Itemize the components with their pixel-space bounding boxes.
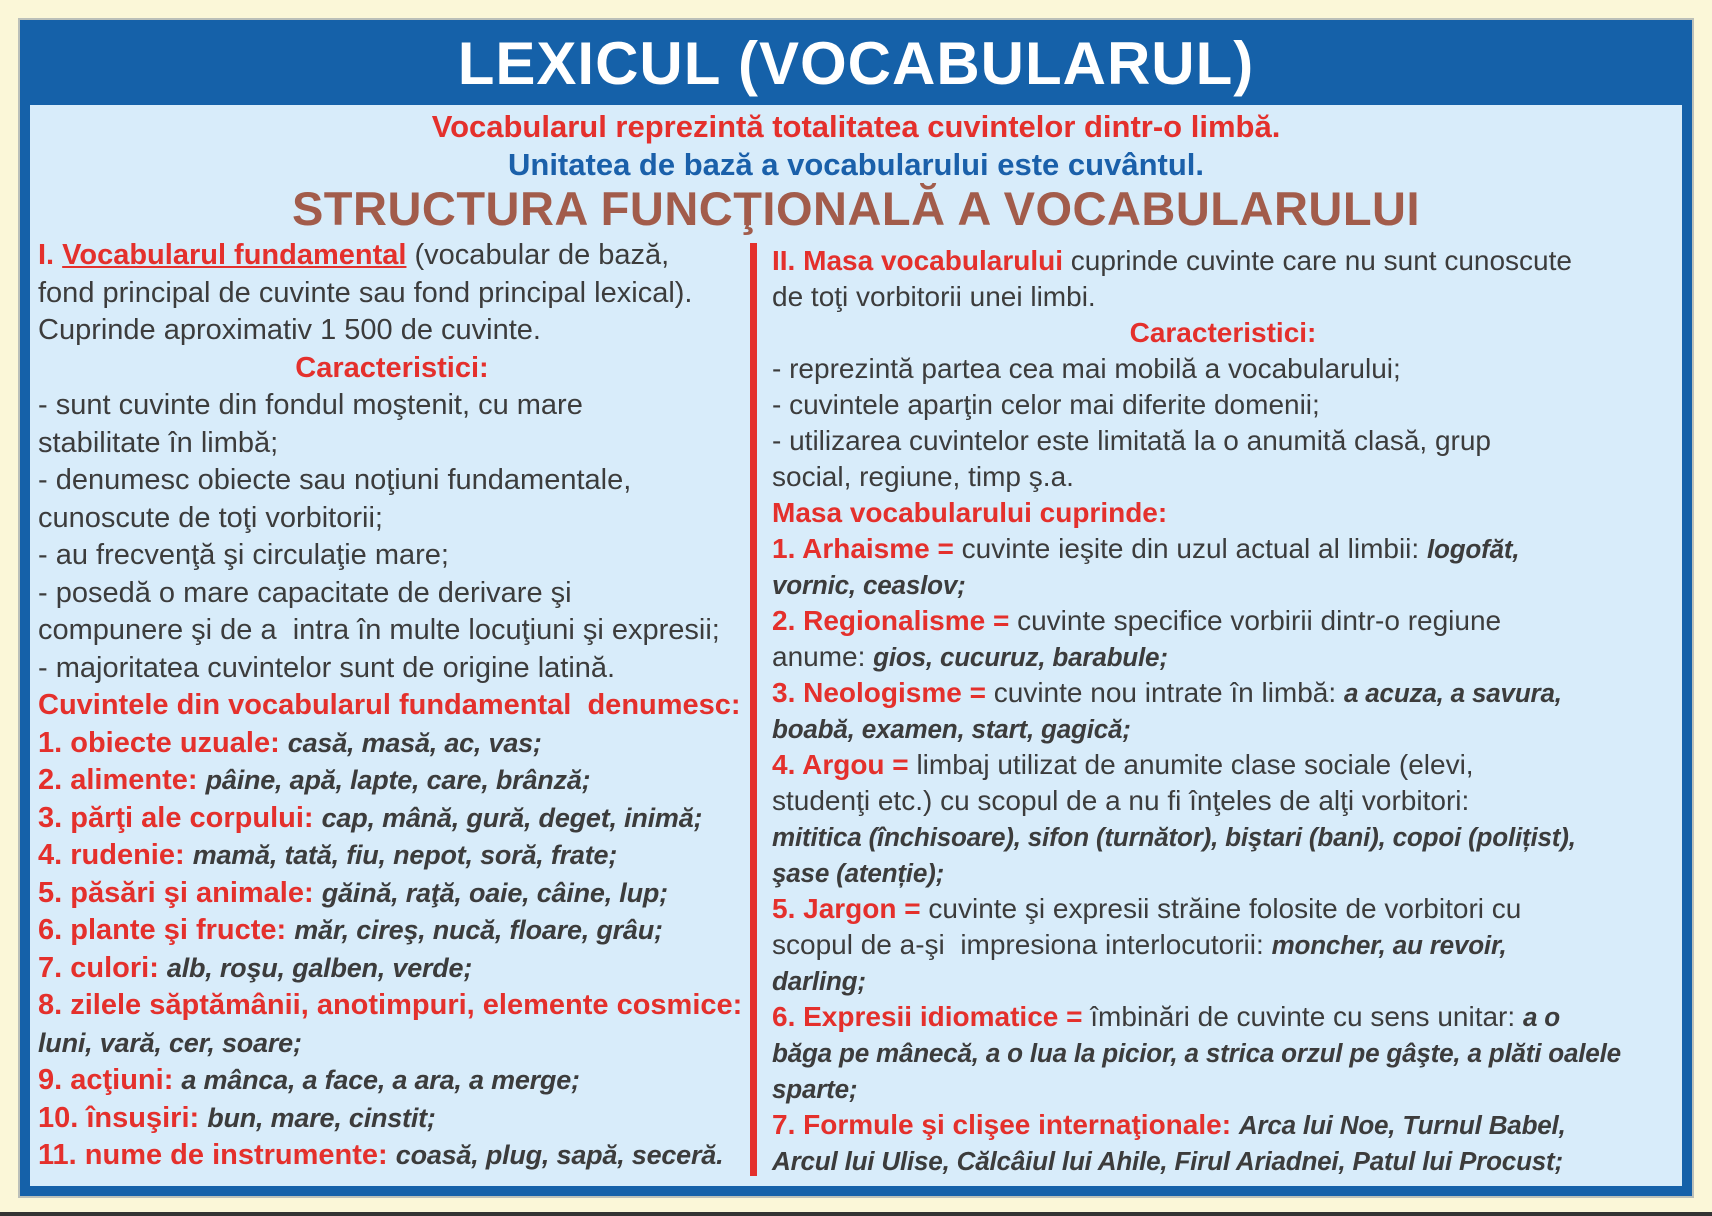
text-line bbox=[38, 275, 746, 313]
text-segment: - utilizarea cuvintelor este limitată la o anumită clasă, grup bbox=[772, 425, 1492, 456]
text-segment: alb, roşu, galben, verde; bbox=[166, 952, 473, 983]
text-line bbox=[772, 747, 1674, 783]
text-segment: cuvinte şi expresii străine folosite de vorbitori cu bbox=[928, 893, 1522, 924]
text-segment: 9. acţiuni: bbox=[38, 1064, 182, 1096]
text-line bbox=[38, 1137, 746, 1175]
text-segment: 1. obiecte uzuale: bbox=[38, 726, 288, 759]
text-segment: - au frecvenţă şi circulaţie mare; bbox=[38, 539, 449, 571]
text-segment: îmbinări de cuvinte cu sens unitar: bbox=[1090, 1001, 1523, 1032]
left-column bbox=[38, 237, 746, 1175]
text-line bbox=[38, 987, 746, 1025]
text-line bbox=[772, 855, 1674, 891]
text-segment: compunere şi de a intra în multe locuţiuni şi expresii; bbox=[38, 614, 720, 646]
text-segment: anume: bbox=[772, 641, 874, 672]
text-segment: Masa vocabularului cuprinde: bbox=[772, 497, 1168, 528]
text-line bbox=[772, 1107, 1674, 1143]
poster-title: LEXICUL (VOCABULARUL) bbox=[457, 30, 1255, 97]
text-segment: 2. Regionalisme = bbox=[772, 605, 1018, 636]
intro-unit-line: Unitatea de bază a vocabularului este cuvântul. bbox=[508, 147, 1204, 182]
text-line bbox=[772, 279, 1674, 315]
text-line bbox=[772, 351, 1674, 387]
text-line bbox=[772, 639, 1674, 675]
text-line bbox=[38, 312, 746, 350]
text-segment: - denumesc obiecte sau noţiuni fundamentale, bbox=[38, 464, 632, 496]
text-line bbox=[772, 891, 1674, 927]
text-segment: 11. nume de instrumente: bbox=[38, 1139, 396, 1171]
text-line bbox=[772, 783, 1674, 819]
text-line bbox=[772, 819, 1674, 855]
text-segment: limbaj utilizat de anumite clase sociale (elevi, bbox=[916, 749, 1474, 780]
text-segment: Arca lui Noe, Turnul Babel, bbox=[1238, 1110, 1566, 1140]
text-segment: bun, mare, cinstit; bbox=[207, 1102, 436, 1133]
text-line bbox=[38, 912, 746, 950]
text-segment: gios, cucuruz, barabule; bbox=[873, 642, 1168, 672]
text-line bbox=[772, 531, 1674, 567]
text-line bbox=[38, 687, 746, 725]
text-segment: social, regiune, timp ş.a. bbox=[772, 461, 1074, 492]
text-segment: 6. Expresii idiomatice = bbox=[772, 1001, 1091, 1032]
text-segment: cunoscute de toţi vorbitorii; bbox=[38, 501, 383, 534]
text-segment: - majoritatea cuvintelor sunt de origine latină. bbox=[38, 651, 616, 684]
text-line bbox=[38, 837, 746, 875]
text-segment: moncher, au revoir, bbox=[1271, 930, 1507, 960]
column-divider bbox=[750, 243, 757, 1176]
text-segment: - sunt cuvinte din fondul moştenit, cu mare bbox=[38, 389, 583, 421]
text-segment: Cuprinde aproximativ 1 500 de cuvinte. bbox=[38, 314, 541, 346]
text-segment: boabă, examen, start, gagică; bbox=[772, 714, 1131, 744]
text-segment: 7. culori: bbox=[38, 951, 167, 984]
text-segment: 3. Neologisme = bbox=[772, 677, 994, 708]
text-line bbox=[38, 1025, 746, 1063]
text-line bbox=[38, 612, 746, 650]
text-segment: 7. Formule şi clişee internaţionale: bbox=[772, 1109, 1239, 1140]
text-line bbox=[772, 567, 1674, 603]
text-line bbox=[772, 423, 1674, 459]
text-line bbox=[772, 1071, 1674, 1107]
text-line bbox=[38, 350, 746, 388]
text-segment: cap, mână, gură, deget, inimă; bbox=[321, 802, 703, 833]
text-segment: mititica (închisoare), sifon (turnător), biştari (bani), copoi (polițist), bbox=[772, 822, 1576, 852]
text-line bbox=[772, 387, 1674, 423]
text-segment: 4. Argou = bbox=[772, 749, 917, 780]
page-bottom-edge bbox=[0, 1212, 1712, 1216]
text-segment: 5. Jargon = bbox=[772, 893, 929, 924]
text-line bbox=[38, 725, 746, 763]
text-line bbox=[38, 537, 746, 575]
text-segment: - cuvintele aparţin celor mai diferite domenii; bbox=[772, 389, 1320, 420]
text-line bbox=[772, 675, 1674, 711]
text-line bbox=[772, 1143, 1674, 1179]
text-line bbox=[38, 800, 746, 838]
text-line bbox=[38, 462, 746, 500]
text-line bbox=[38, 387, 746, 425]
text-segment: 6. plante şi fructe: bbox=[38, 914, 295, 946]
text-line bbox=[38, 500, 746, 538]
text-line bbox=[772, 459, 1674, 495]
text-segment: 4. rudenie: bbox=[38, 839, 193, 871]
text-segment: a mânca, a face, a ara, a merge; bbox=[181, 1065, 580, 1095]
text-segment: de toţi vorbitorii unei limbi. bbox=[772, 281, 1096, 312]
text-segment: cuvinte nou intrate în limbă: bbox=[993, 677, 1344, 708]
text-line bbox=[772, 1035, 1674, 1071]
text-segment: cuprinde cuvinte care nu sunt cunoscute bbox=[1062, 245, 1572, 276]
text-segment: logofăt, bbox=[1426, 534, 1520, 564]
text-line bbox=[38, 575, 746, 613]
text-segment: studenţi etc.) cu scopul de a nu fi înţeles de alţi vorbitori: bbox=[772, 785, 1470, 816]
poster-frame bbox=[20, 20, 1692, 1196]
text-segment: măr, cireş, nucă, floare, grâu; bbox=[294, 915, 663, 945]
text-line bbox=[38, 1100, 746, 1138]
text-line bbox=[38, 650, 746, 688]
text-segment: pâine, apă, lapte, care, brânză; bbox=[205, 765, 591, 795]
text-line bbox=[772, 315, 1674, 351]
text-segment: fond principal de cuvinte sau fond principal lexical). bbox=[38, 276, 693, 309]
text-segment: - posedă o mare capacitate de derivare şi bbox=[38, 576, 572, 609]
text-segment: II. Masa vocabularului bbox=[772, 245, 1063, 276]
text-segment: I. bbox=[38, 239, 63, 271]
text-line bbox=[38, 950, 746, 988]
text-segment: Caracteristici: bbox=[1129, 317, 1317, 348]
text-segment: - reprezintă partea cea mai mobilă a vocabularului; bbox=[772, 353, 1401, 384]
text-segment: 8. zilele săptămânii, anotimpuri, elemente cosmice: bbox=[38, 989, 743, 1021]
text-line bbox=[772, 603, 1674, 639]
text-segment: Arcul lui Ulise, Călcâiul lui Ahile, Firul Ariadnei, Patul lui Procust; bbox=[772, 1146, 1563, 1176]
text-segment: luni, vară, cer, soare; bbox=[38, 1027, 302, 1058]
text-segment: cuvinte ieşite din uzul actual al limbii: bbox=[961, 533, 1427, 564]
text-segment: stabilitate în limbă; bbox=[38, 426, 279, 459]
text-segment: a o bbox=[1522, 1002, 1560, 1032]
text-line bbox=[772, 963, 1674, 999]
text-segment: casă, masă, ac, vas; bbox=[287, 727, 542, 758]
section-title: STRUCTURA FUNCŢIONALĂ A VOCABULARULUI bbox=[291, 182, 1421, 235]
text-segment: Caracteristici: bbox=[295, 351, 489, 384]
text-segment: Vocabularul fundamental bbox=[62, 239, 407, 271]
text-segment: băga pe mânecă, a o lua la picior, a strica orzul pe gâşte, a plăti oalele bbox=[772, 1038, 1621, 1068]
text-segment: sparte; bbox=[772, 1074, 858, 1104]
text-line bbox=[38, 762, 746, 800]
text-segment: şase (atenție); bbox=[772, 858, 945, 888]
text-segment: scopul de a-şi impresiona interlocutorii: bbox=[772, 929, 1272, 960]
text-segment: 2. alimente: bbox=[38, 764, 206, 796]
text-segment: 10. însuşiri: bbox=[38, 1101, 208, 1134]
text-segment: 5. păsări şi animale: bbox=[38, 876, 322, 909]
text-segment: găină, raţă, oaie, câine, lup; bbox=[321, 877, 668, 908]
intro-definition: Vocabularul reprezintă totalitatea cuvintelor dintr-o limbă. bbox=[431, 109, 1281, 144]
text-segment: cuvinte specifice vorbirii dintr-o regiune bbox=[1017, 605, 1502, 636]
text-line bbox=[772, 999, 1674, 1035]
text-segment: vornic, ceaslov; bbox=[772, 570, 966, 600]
text-line bbox=[38, 237, 746, 275]
text-segment: Cuvintele din vocabularul fundamental denumesc: bbox=[38, 689, 741, 721]
text-segment: a acuza, a savura, bbox=[1343, 678, 1562, 708]
text-segment: mamă, tată, fiu, nepot, soră, frate; bbox=[192, 840, 618, 870]
text-segment: 3. părţi ale corpului: bbox=[38, 801, 322, 834]
text-line bbox=[38, 1062, 746, 1100]
text-line bbox=[772, 927, 1674, 963]
text-segment: darling; bbox=[772, 966, 866, 996]
text-line bbox=[772, 495, 1674, 531]
right-column bbox=[772, 243, 1674, 1179]
content-panel bbox=[30, 105, 1682, 1186]
text-segment: coasă, plug, sapă, seceră. bbox=[395, 1140, 724, 1170]
text-line bbox=[772, 711, 1674, 747]
text-segment: 1. Arhaisme = bbox=[772, 533, 962, 564]
text-line bbox=[772, 243, 1674, 279]
text-line bbox=[38, 875, 746, 913]
text-segment: (vocabular de bază, bbox=[406, 239, 670, 271]
text-line bbox=[38, 425, 746, 463]
